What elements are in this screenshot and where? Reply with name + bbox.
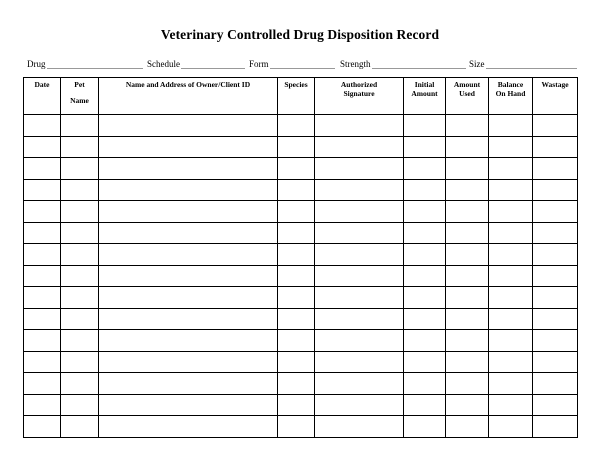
cell-wastage[interactable]	[533, 222, 578, 244]
table-row	[24, 330, 578, 352]
size-field[interactable]	[469, 57, 577, 69]
size-blank-line[interactable]	[486, 59, 578, 69]
cell-initial[interactable]	[404, 158, 446, 180]
cell-used[interactable]	[446, 158, 489, 180]
cell-owner[interactable]	[99, 308, 278, 330]
cell-pet[interactable]	[61, 330, 99, 352]
cell-pet[interactable]	[61, 394, 99, 416]
column-header-pet	[61, 78, 99, 115]
cell-date[interactable]	[24, 394, 61, 416]
cell-species[interactable]	[278, 394, 315, 416]
cell-signature[interactable]	[315, 308, 404, 330]
cell-used[interactable]	[446, 416, 489, 438]
cell-signature[interactable]	[315, 330, 404, 352]
cell-signature[interactable]	[315, 136, 404, 158]
cell-balance[interactable]	[489, 394, 533, 416]
column-header-date	[24, 78, 61, 115]
column-header-species	[278, 78, 315, 115]
cell-owner[interactable]	[99, 222, 278, 244]
strength-field[interactable]	[340, 57, 466, 69]
column-header-owner	[99, 78, 278, 115]
cell-wastage[interactable]	[533, 351, 578, 373]
cell-wastage[interactable]	[533, 136, 578, 158]
cell-used[interactable]	[446, 115, 489, 137]
cell-initial[interactable]	[404, 308, 446, 330]
schedule-blank-line[interactable]	[181, 59, 245, 69]
column-header-text: Signature	[343, 89, 375, 98]
table-row	[24, 416, 578, 438]
cell-used[interactable]	[446, 373, 489, 395]
cell-pet[interactable]	[61, 158, 99, 180]
table-row	[24, 115, 578, 137]
cell-signature[interactable]	[315, 222, 404, 244]
schedule-label: Schedule	[147, 59, 180, 69]
cell-initial[interactable]	[404, 179, 446, 201]
cell-signature[interactable]	[315, 265, 404, 287]
cell-balance[interactable]	[489, 416, 533, 438]
cell-owner[interactable]	[99, 115, 278, 137]
cell-date[interactable]	[24, 115, 61, 137]
cell-date[interactable]	[24, 330, 61, 352]
cell-balance[interactable]	[489, 158, 533, 180]
column-header-text: Amount	[453, 80, 481, 89]
cell-date[interactable]	[24, 136, 61, 158]
cell-species[interactable]	[278, 416, 315, 438]
cell-used[interactable]	[446, 201, 489, 223]
cell-signature[interactable]	[315, 287, 404, 309]
cell-date[interactable]	[24, 222, 61, 244]
column-header-balance	[489, 78, 533, 115]
cell-used[interactable]	[446, 222, 489, 244]
cell-species[interactable]	[278, 158, 315, 180]
cell-pet[interactable]	[61, 115, 99, 137]
cell-used[interactable]	[446, 265, 489, 287]
cell-species[interactable]	[278, 265, 315, 287]
cell-balance[interactable]	[489, 287, 533, 309]
cell-used[interactable]	[446, 179, 489, 201]
table-row	[24, 394, 578, 416]
cell-date[interactable]	[24, 244, 61, 266]
cell-pet[interactable]	[61, 179, 99, 201]
cell-wastage[interactable]	[533, 330, 578, 352]
table-row	[24, 222, 578, 244]
cell-balance[interactable]	[489, 136, 533, 158]
cell-initial[interactable]	[404, 351, 446, 373]
cell-wastage[interactable]	[533, 179, 578, 201]
cell-balance[interactable]	[489, 201, 533, 223]
cell-wastage[interactable]	[533, 115, 578, 137]
cell-date[interactable]	[24, 373, 61, 395]
cell-species[interactable]	[278, 287, 315, 309]
cell-balance[interactable]	[489, 351, 533, 373]
cell-balance[interactable]	[489, 222, 533, 244]
cell-initial[interactable]	[404, 222, 446, 244]
cell-owner[interactable]	[99, 330, 278, 352]
table-body	[24, 115, 578, 438]
cell-date[interactable]	[24, 158, 61, 180]
column-header-signature	[315, 78, 404, 115]
cell-initial[interactable]	[404, 287, 446, 309]
cell-wastage[interactable]	[533, 158, 578, 180]
drug-info-fields	[27, 57, 577, 71]
cell-owner[interactable]	[99, 351, 278, 373]
cell-used[interactable]	[446, 136, 489, 158]
cell-species[interactable]	[278, 308, 315, 330]
cell-wastage[interactable]	[533, 308, 578, 330]
column-header-text: Used	[459, 89, 475, 98]
cell-owner[interactable]	[99, 373, 278, 395]
cell-owner[interactable]	[99, 179, 278, 201]
column-header-text: Amount	[411, 89, 438, 98]
cell-date[interactable]	[24, 308, 61, 330]
cell-initial[interactable]	[404, 201, 446, 223]
table-row	[24, 265, 578, 287]
cell-owner[interactable]	[99, 158, 278, 180]
table-row	[24, 308, 578, 330]
table-row	[24, 373, 578, 395]
cell-signature[interactable]	[315, 158, 404, 180]
column-header-text: Date	[34, 80, 50, 89]
cell-date[interactable]	[24, 287, 61, 309]
table-row	[24, 287, 578, 309]
drug-blank-line[interactable]	[47, 59, 144, 69]
cell-balance[interactable]	[489, 179, 533, 201]
cell-pet[interactable]	[61, 351, 99, 373]
cell-signature[interactable]	[315, 394, 404, 416]
table-row	[24, 201, 578, 223]
cell-date[interactable]	[24, 416, 61, 438]
cell-species[interactable]	[278, 179, 315, 201]
column-header-text: Species	[284, 80, 308, 89]
cell-species[interactable]	[278, 222, 315, 244]
cell-owner[interactable]	[99, 244, 278, 266]
cell-signature[interactable]	[315, 244, 404, 266]
cell-initial[interactable]	[404, 416, 446, 438]
table-row	[24, 351, 578, 373]
cell-date[interactable]	[24, 179, 61, 201]
cell-initial[interactable]	[404, 244, 446, 266]
table-row	[24, 136, 578, 158]
cell-pet[interactable]	[61, 373, 99, 395]
cell-wastage[interactable]	[533, 244, 578, 266]
column-header-text: Authorized	[340, 80, 378, 89]
cell-species[interactable]	[278, 244, 315, 266]
cell-used[interactable]	[446, 308, 489, 330]
cell-species[interactable]	[278, 373, 315, 395]
cell-pet[interactable]	[61, 222, 99, 244]
cell-wastage[interactable]	[533, 287, 578, 309]
form-title: Veterinary Controlled Drug Disposition Record	[160, 27, 440, 42]
header-gap	[61, 89, 98, 96]
cell-owner[interactable]	[99, 287, 278, 309]
cell-pet[interactable]	[61, 308, 99, 330]
schedule-field[interactable]	[147, 57, 245, 69]
cell-balance[interactable]	[489, 244, 533, 266]
cell-owner[interactable]	[99, 394, 278, 416]
disposition-table	[23, 77, 578, 438]
cell-date[interactable]	[24, 265, 61, 287]
cell-initial[interactable]	[404, 136, 446, 158]
column-header-text: Name and Address of Owner/Client ID	[125, 80, 251, 89]
cell-date[interactable]	[24, 201, 61, 223]
strength-blank-line[interactable]	[372, 59, 467, 69]
cell-wastage[interactable]	[533, 416, 578, 438]
cell-species[interactable]	[278, 115, 315, 137]
cell-owner[interactable]	[99, 136, 278, 158]
cell-used[interactable]	[446, 330, 489, 352]
cell-date[interactable]	[24, 351, 61, 373]
cell-pet[interactable]	[61, 136, 99, 158]
cell-signature[interactable]	[315, 416, 404, 438]
cell-pet[interactable]	[61, 201, 99, 223]
cell-used[interactable]	[446, 394, 489, 416]
cell-signature[interactable]	[315, 351, 404, 373]
cell-initial[interactable]	[404, 394, 446, 416]
cell-species[interactable]	[278, 330, 315, 352]
cell-balance[interactable]	[489, 373, 533, 395]
cell-initial[interactable]	[404, 373, 446, 395]
column-header-wastage	[533, 78, 578, 115]
column-header-text: Initial	[414, 80, 435, 89]
cell-species[interactable]	[278, 201, 315, 223]
cell-pet[interactable]	[61, 265, 99, 287]
cell-signature[interactable]	[315, 201, 404, 223]
column-header-text: On Hand	[495, 89, 526, 98]
cell-wastage[interactable]	[533, 373, 578, 395]
cell-owner[interactable]	[99, 201, 278, 223]
cell-balance[interactable]	[489, 265, 533, 287]
size-label: Size	[469, 59, 485, 69]
cell-balance[interactable]	[489, 330, 533, 352]
cell-used[interactable]	[446, 244, 489, 266]
column-header-text: Name	[70, 96, 89, 105]
table-row	[24, 179, 578, 201]
cell-used[interactable]	[446, 287, 489, 309]
cell-initial[interactable]	[404, 115, 446, 137]
cell-initial[interactable]	[404, 265, 446, 287]
cell-signature[interactable]	[315, 373, 404, 395]
form-field[interactable]	[249, 57, 335, 69]
table-row	[24, 158, 578, 180]
cell-wastage[interactable]	[533, 394, 578, 416]
cell-signature[interactable]	[315, 115, 404, 137]
column-header-text: Wastage	[541, 80, 569, 89]
column-header-text: Pet	[74, 80, 85, 89]
drug-field[interactable]	[27, 57, 143, 69]
table-header-row	[24, 78, 578, 115]
cell-wastage[interactable]	[533, 265, 578, 287]
cell-species[interactable]	[278, 136, 315, 158]
table-row	[24, 244, 578, 266]
cell-used[interactable]	[446, 351, 489, 373]
column-header-text: Balance	[497, 80, 524, 89]
cell-signature[interactable]	[315, 179, 404, 201]
cell-owner[interactable]	[99, 265, 278, 287]
strength-label: Strength	[340, 59, 371, 69]
cell-initial[interactable]	[404, 330, 446, 352]
drug-label: Drug	[27, 59, 46, 69]
cell-balance[interactable]	[489, 115, 533, 137]
cell-owner[interactable]	[99, 416, 278, 438]
cell-pet[interactable]	[61, 244, 99, 266]
form-label: Form	[249, 59, 269, 69]
column-header-used	[446, 78, 489, 115]
cell-wastage[interactable]	[533, 201, 578, 223]
column-header-initial	[404, 78, 446, 115]
cell-pet[interactable]	[61, 287, 99, 309]
cell-balance[interactable]	[489, 308, 533, 330]
cell-species[interactable]	[278, 351, 315, 373]
cell-pet[interactable]	[61, 416, 99, 438]
form-blank-line[interactable]	[270, 59, 335, 69]
